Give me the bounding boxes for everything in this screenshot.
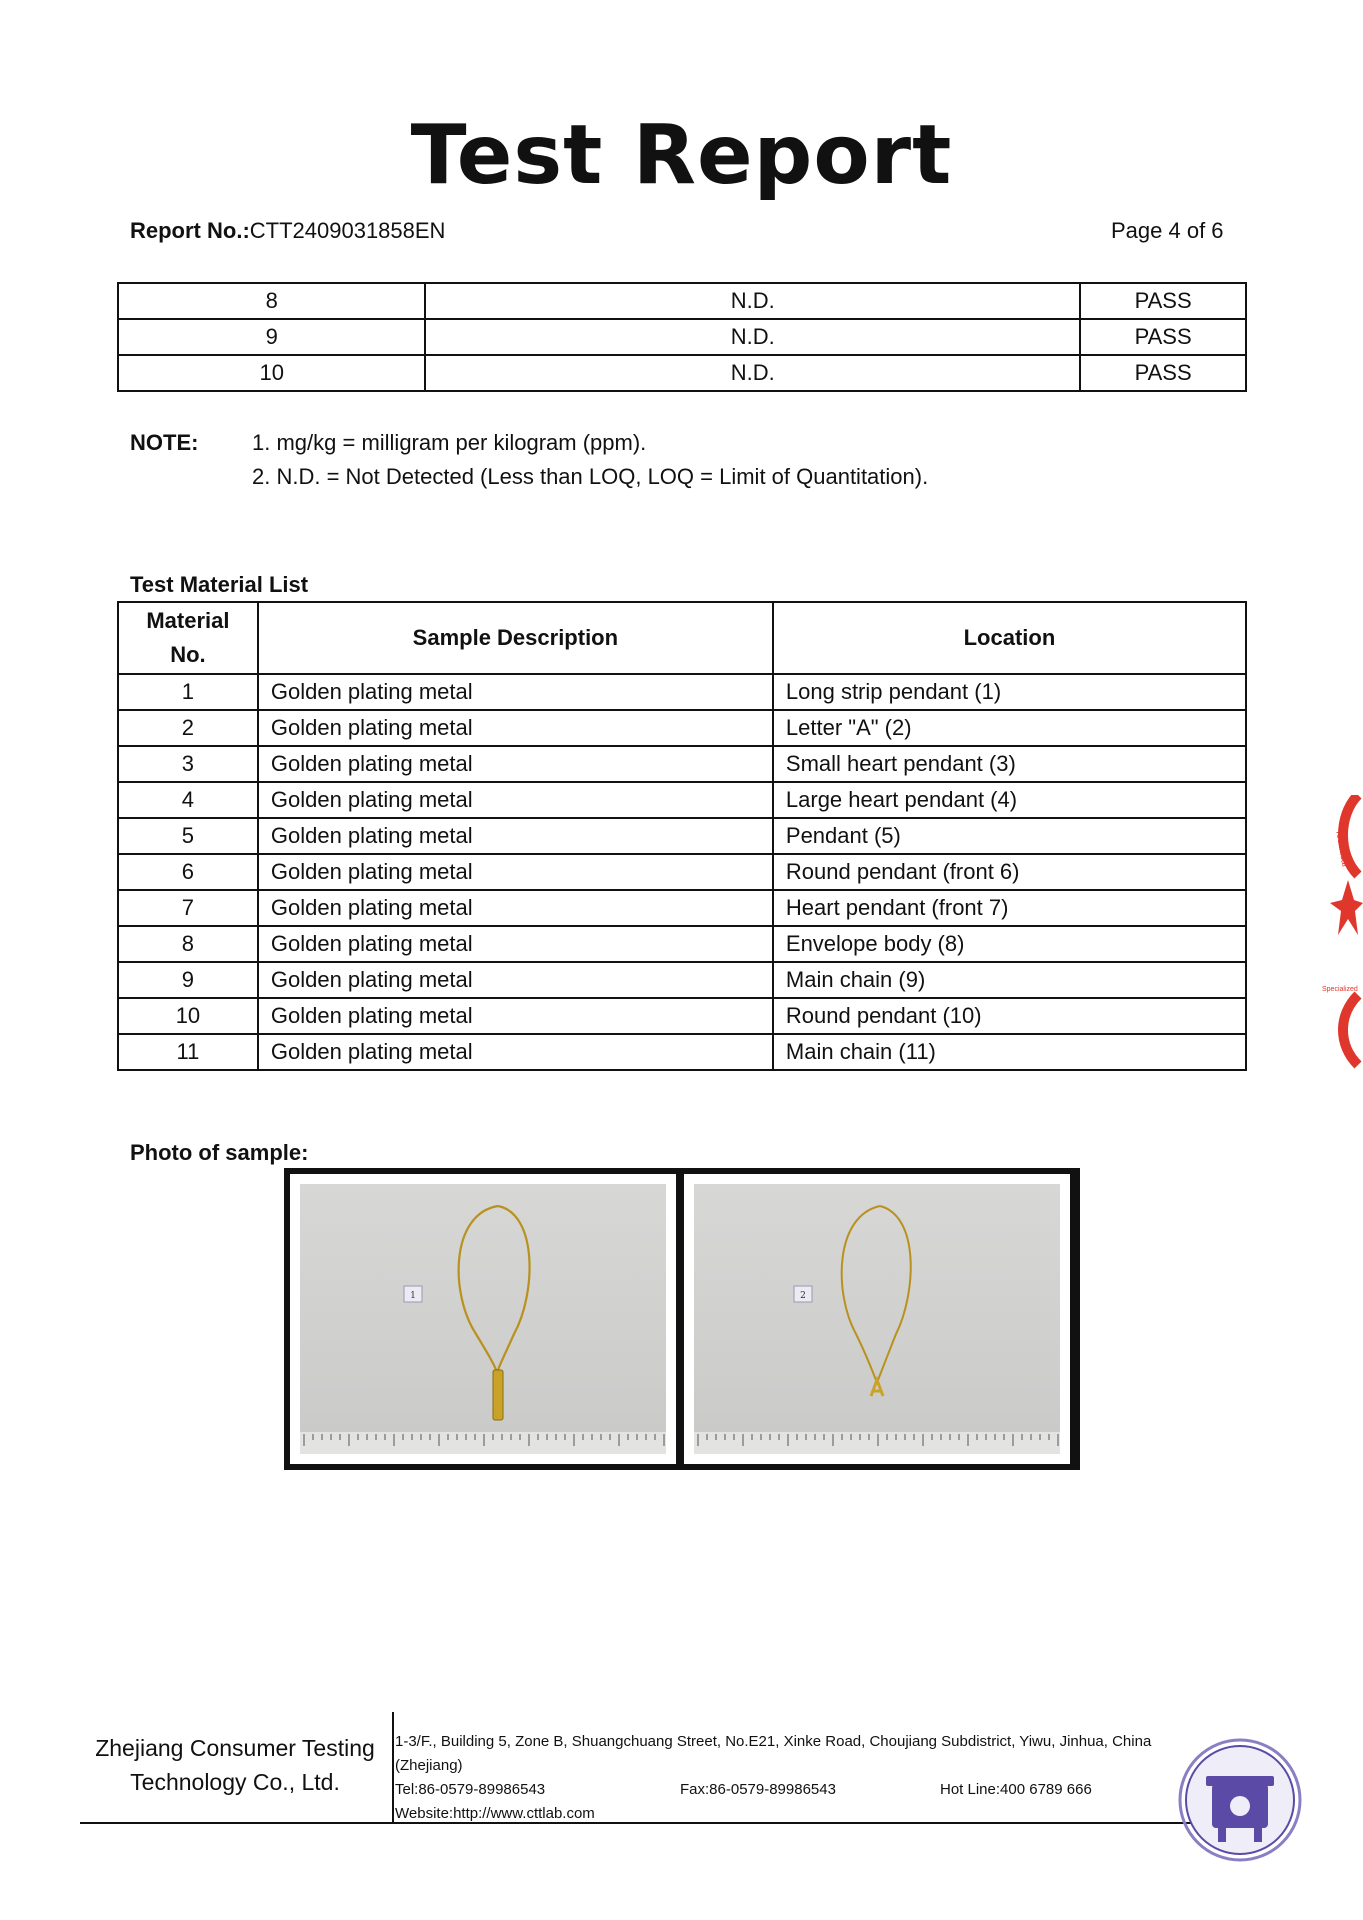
sample-photos: [284, 1168, 1080, 1470]
note-line-2: 2. N.D. = Not Detected (Less than LOQ, LOQ = Limit of Quantitation).: [252, 464, 929, 489]
necklace-photo-1: [300, 1184, 666, 1454]
material-table: [117, 601, 1247, 1071]
footer-hotline: Hot Line:400 6789 666: [940, 1781, 1092, 1798]
material-cell-description: Golden plating metal: [258, 926, 773, 962]
material-row: [118, 926, 1246, 962]
material-cell-description: Golden plating metal: [258, 998, 773, 1034]
material-row: [118, 710, 1246, 746]
material-row: [118, 674, 1246, 710]
side-stamp-icon: [1318, 795, 1363, 1075]
footer-address-line2: (Zhejiang): [395, 1757, 463, 1774]
material-cell-location: Letter "A" (2): [773, 710, 1246, 746]
header-material-no-line1: Material: [146, 608, 230, 633]
material-cell-no: 10: [118, 998, 258, 1034]
results-cell-no: 9: [118, 319, 425, 355]
material-cell-no: 11: [118, 1034, 258, 1070]
report-number-label: Report No.:: [130, 218, 250, 243]
header-material-no-line2: No.: [170, 642, 206, 667]
ruler-2: [694, 1432, 1060, 1454]
material-cell-description: Golden plating metal: [258, 962, 773, 998]
footer-address-line1: 1-3/F., Building 5, Zone B, Shuangchuang Street, No.E21, Xinke Road, Choujiang Subdistrict, Yiwu, Jinhua, China: [395, 1733, 1152, 1750]
material-cell-no: 1: [118, 674, 258, 710]
results-row: [118, 355, 1246, 391]
header-location: Location: [773, 602, 1246, 674]
sample-tag-2-text: 2: [800, 1291, 806, 1301]
material-cell-description: Golden plating metal: [258, 1034, 773, 1070]
side-stamp-text-1: Technical: [1334, 828, 1351, 868]
results-cell-result: N.D.: [425, 319, 1080, 355]
material-cell-no: 4: [118, 782, 258, 818]
letter-a-pendant: [871, 1380, 883, 1396]
side-stamp-star: [1330, 880, 1363, 935]
material-row: [118, 782, 1246, 818]
material-row: [118, 818, 1246, 854]
company-name-line1: Zhejiang Consumer Testing: [95, 1735, 375, 1761]
material-table-header: [118, 602, 1246, 674]
material-row: [118, 890, 1246, 926]
material-cell-location: Main chain (9): [773, 962, 1246, 998]
results-cell-no: 8: [118, 283, 425, 319]
footer-fax: Fax:86-0579-89986543: [680, 1781, 836, 1798]
header-material-no: [118, 602, 258, 674]
seal-emblem-top: [1206, 1776, 1274, 1786]
necklace-photo-2: [694, 1184, 1060, 1454]
material-row: [118, 1034, 1246, 1070]
results-row: [118, 283, 1246, 319]
chain-left-1: [459, 1206, 498, 1370]
page-number: Page 4 of 6: [1111, 218, 1224, 243]
material-cell-location: Large heart pendant (4): [773, 782, 1246, 818]
material-cell-location: Round pendant (10): [773, 998, 1246, 1034]
footer-divider: [392, 1712, 394, 1824]
material-cell-location: Long strip pendant (1): [773, 674, 1246, 710]
material-cell-location: Round pendant (front 6): [773, 854, 1246, 890]
results-cell-result: N.D.: [425, 283, 1080, 319]
material-list-title: Test Material List: [130, 572, 309, 597]
note-label: NOTE:: [130, 430, 199, 455]
material-cell-no: 3: [118, 746, 258, 782]
material-cell-no: 9: [118, 962, 258, 998]
material-cell-description: Golden plating metal: [258, 674, 773, 710]
material-cell-description: Golden plating metal: [258, 782, 773, 818]
material-cell-description: Golden plating metal: [258, 746, 773, 782]
material-cell-location: Envelope body (8): [773, 926, 1246, 962]
results-cell-verdict: PASS: [1080, 355, 1246, 391]
long-strip-pendant: [493, 1370, 503, 1420]
results-cell-no: 10: [118, 355, 425, 391]
material-cell-no: 8: [118, 926, 258, 962]
sample-photo-1: [290, 1174, 676, 1464]
material-cell-no: 2: [118, 710, 258, 746]
material-row: [118, 746, 1246, 782]
material-cell-location: Pendant (5): [773, 818, 1246, 854]
material-cell-location: Heart pendant (front 7): [773, 890, 1246, 926]
results-cell-verdict: PASS: [1080, 319, 1246, 355]
material-cell-description: Golden plating metal: [258, 854, 773, 890]
header-sample-description: Sample Description: [258, 602, 773, 674]
material-cell-no: 6: [118, 854, 258, 890]
chain-left-2: [842, 1206, 880, 1380]
chain-right-2: [878, 1206, 911, 1380]
material-cell-no: 5: [118, 818, 258, 854]
results-table: [117, 282, 1247, 392]
material-row: [118, 998, 1246, 1034]
results-row: [118, 319, 1246, 355]
material-cell-description: Golden plating metal: [258, 890, 773, 926]
footer-rule: [80, 1822, 1210, 1824]
company-seal-icon: [1176, 1736, 1304, 1864]
results-cell-result: N.D.: [425, 355, 1080, 391]
report-number: [130, 218, 445, 244]
side-stamp-text-2: Specialized: [1322, 986, 1358, 993]
material-cell-location: Small heart pendant (3): [773, 746, 1246, 782]
material-cell-location: Main chain (11): [773, 1034, 1246, 1070]
report-number-value: CTT2409031858EN: [249, 218, 446, 243]
seal-emblem-center: [1230, 1796, 1250, 1816]
chain-right-1: [498, 1206, 530, 1370]
ruler-1: [300, 1432, 666, 1454]
photo-section-title: Photo of sample:: [130, 1140, 309, 1165]
company-name-line2: Technology Co., Ltd.: [130, 1769, 340, 1795]
sample-tag-1-text: 1: [410, 1291, 416, 1301]
material-row: [118, 962, 1246, 998]
seal-emblem-leg-right: [1254, 1828, 1262, 1842]
results-cell-verdict: PASS: [1080, 283, 1246, 319]
report-title: Test Report: [410, 108, 953, 203]
side-stamp-arc-bottom: [1343, 995, 1358, 1065]
footer-tel: Tel:86-0579-89986543: [395, 1781, 546, 1798]
material-row: [118, 854, 1246, 890]
seal-emblem-leg-left: [1218, 1828, 1226, 1842]
material-cell-description: Golden plating metal: [258, 710, 773, 746]
material-cell-no: 7: [118, 890, 258, 926]
note-line-1: 1. mg/kg = milligram per kilogram (ppm).: [252, 430, 647, 455]
sample-photo-2: [684, 1174, 1070, 1464]
material-cell-description: Golden plating metal: [258, 818, 773, 854]
footer-website: Website:http://www.cttlab.com: [395, 1805, 595, 1822]
